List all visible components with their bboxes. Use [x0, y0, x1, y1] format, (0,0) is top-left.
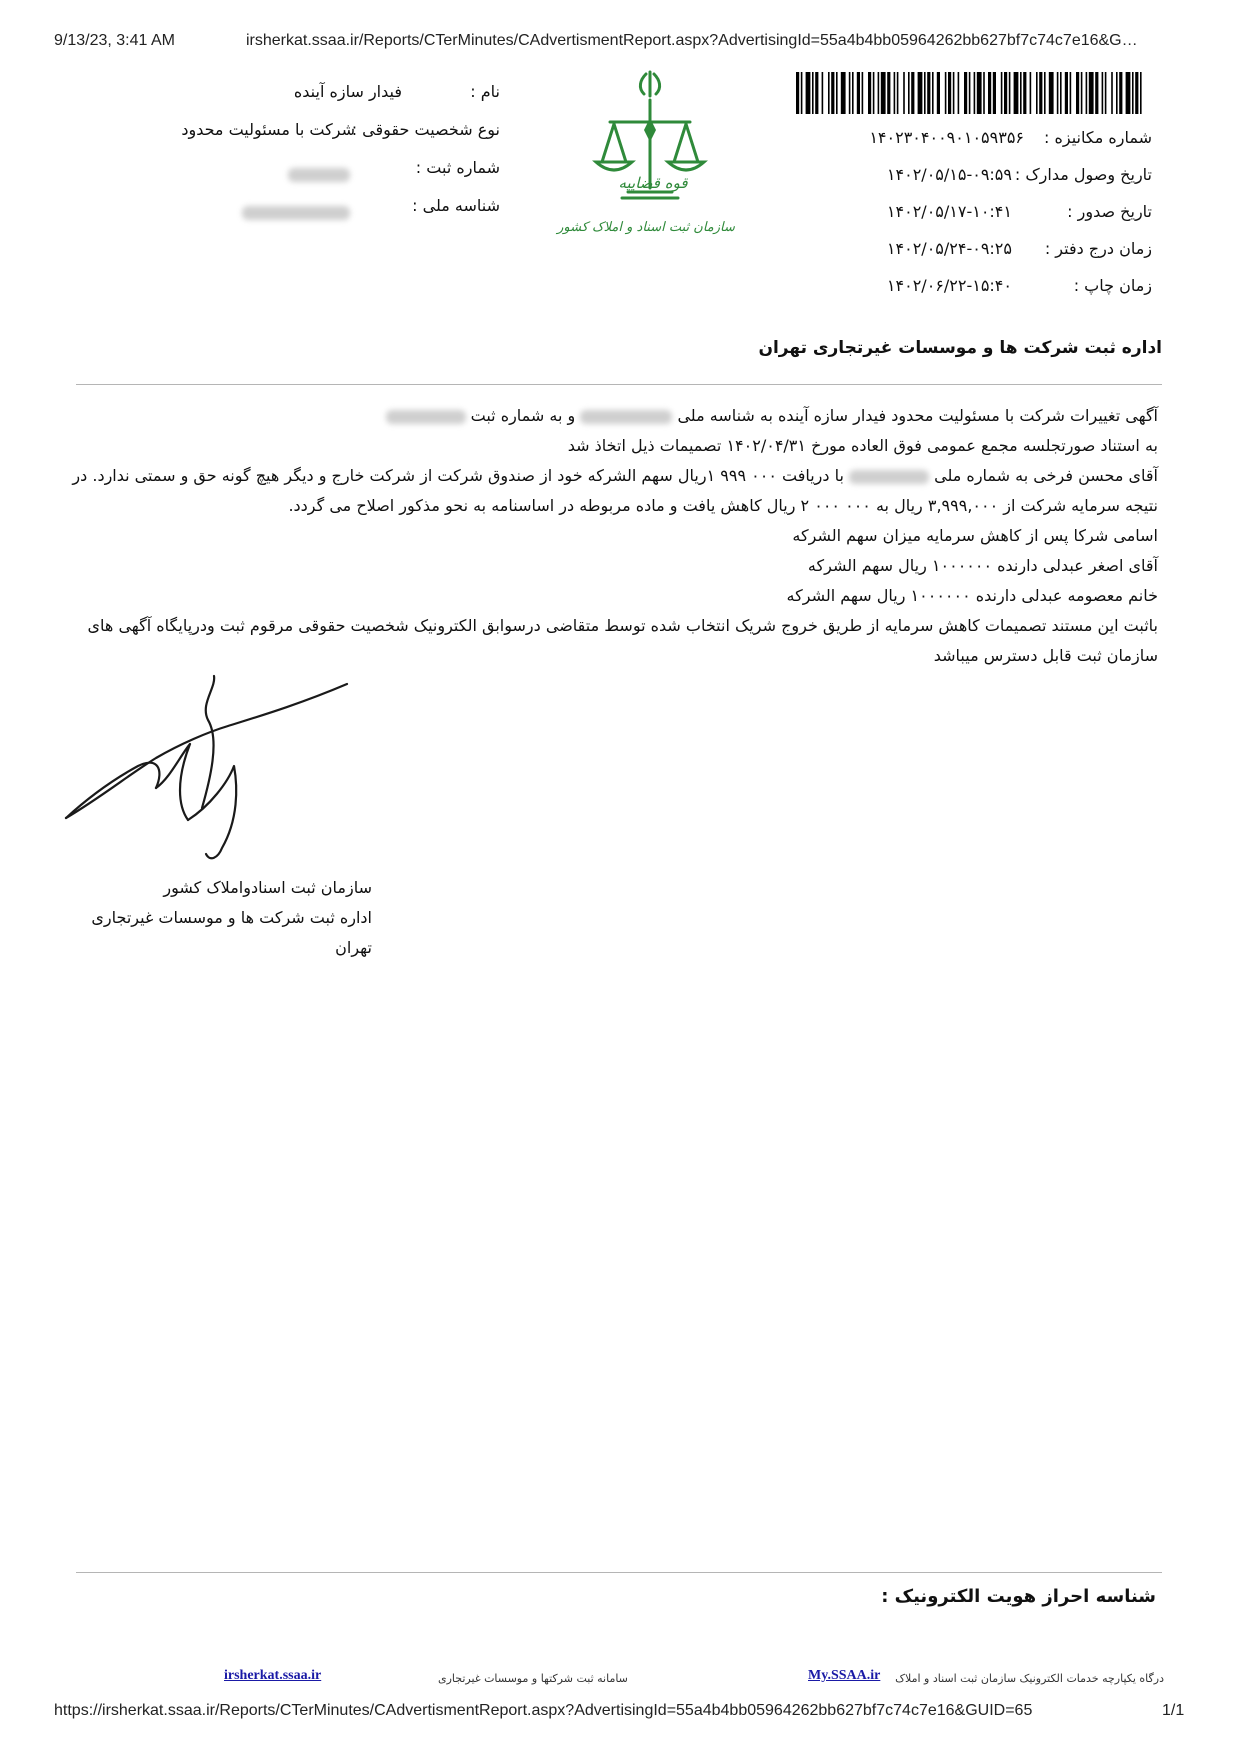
office-entry-label: زمان درج دفتر : [1044, 239, 1152, 258]
barcode-bar [1102, 72, 1104, 114]
barcode-bar [897, 72, 899, 114]
barcode-bar [822, 72, 824, 114]
barcode-bar [1001, 72, 1003, 114]
redacted-person-id [849, 470, 929, 484]
barcode-bar [1126, 72, 1131, 114]
barcode-bar [983, 72, 985, 114]
barcode-bar [1036, 72, 1038, 114]
print-datetime: 9/13/23, 3:41 AM [54, 32, 175, 49]
barcode-bar [1044, 72, 1046, 114]
barcode-bar [1111, 72, 1113, 114]
national-id-label: شناسه ملی : [412, 196, 500, 215]
name-value: فیدار سازه آینده [293, 82, 402, 101]
notice-line-1a: آگهی تغییرات شرکت با مسئولیت محدود فیدار سازه آینده به شناسه ملی [677, 406, 1158, 425]
reg-number-redacted [288, 164, 350, 183]
notice-line-5: آقای اصغر عبدلی دارنده ۱۰۰۰۰۰۰ ریال سهم الشرکه [807, 556, 1158, 575]
print-time-value: ۱۴۰۲/۰۶/۲۲-۱۵:۴۰ [886, 276, 1012, 295]
issue-date-label: تاریخ صدور : [1067, 202, 1152, 221]
barcode-bar [836, 72, 838, 114]
notice-line-1 [70, 401, 1158, 431]
barcode-bar [852, 72, 854, 114]
barcode-bar [937, 72, 940, 114]
barcode-bar [862, 72, 864, 114]
office-title: اداره ثبت شرکت ها و موسسات غیرتجاری تهران [758, 338, 1162, 358]
barcode-bar [993, 72, 996, 114]
barcode-bar [969, 72, 971, 114]
footer-portal-text: درگاه یکپارچه خدمات الکترونیک سازمان ثبت اسناد و املاک [895, 1672, 1164, 1685]
barcode-bar [1076, 72, 1079, 114]
barcode-bar [1086, 72, 1088, 114]
barcode-bar [903, 72, 905, 114]
barcode-bar [796, 72, 799, 114]
footer-system-text: سامانه ثبت شرکتها و موسسات غیرتجاری [438, 1672, 628, 1685]
notice-line-7: باثبت این مستند تصمیمات کاهش سرمایه از طریق خروج شریک انتخاب شده توسط متقاضی درسوابق الکترونیک شخصیت حقوقی مرقوم ثبت ودرپایگاه آگهی های سازمان ثبت قابل دسترس میباشد [87, 616, 1158, 665]
barcode-bar [958, 72, 960, 114]
barcode-bar [828, 72, 830, 114]
barcode-bar [1070, 72, 1072, 114]
national-id-redacted [242, 202, 350, 221]
barcode-bar [1060, 72, 1062, 114]
barcode-bar [908, 72, 910, 114]
barcode-bar [974, 72, 976, 114]
name-label: نام : [470, 82, 500, 101]
barcode-bar [945, 72, 947, 114]
signature-caption-line-2: اداره ثبت شرکت ها و موسسات غیرتجاری تهران [91, 908, 372, 957]
barcode-bar [953, 72, 955, 114]
barcode-bar [1039, 72, 1042, 114]
notice-line-6: خانم معصومه عبدلی دارنده ۱۰۰۰۰۰۰ ریال سهم الشرکه [786, 586, 1158, 605]
receipt-date-value: ۱۴۰۲/۰۵/۱۵-۰۹:۵۹ [886, 165, 1012, 184]
barcode-bar [1065, 72, 1068, 114]
barcode-bar [1030, 72, 1032, 114]
notice-line-2: به استناد صورتجلسه مجمع عمومی فوق العاده مورخ ۱۴۰۲/۰۴/۳۱ تصمیمات ذیل اتخاذ شد [567, 436, 1158, 455]
signature [60, 670, 360, 880]
barcode-bar [887, 72, 890, 114]
barcode-bar [894, 72, 896, 114]
barcode-bar [1116, 72, 1118, 114]
office-entry-value: ۱۴۰۲/۰۵/۲۴-۰۹:۲۵ [886, 239, 1012, 258]
footer-myssaa-link[interactable]: My.SSAA.ir [808, 1668, 881, 1683]
barcode-bar [849, 72, 851, 114]
barcode-bar [1014, 72, 1019, 114]
barcode-bar [1132, 72, 1134, 114]
barcode-bar [988, 72, 991, 114]
barcode-bar [924, 72, 926, 114]
notice-line-4: اسامی شرکا پس از کاهش سرمایه میزان سهم الشرکه [792, 526, 1158, 545]
barcode-bar [1095, 72, 1098, 114]
barcode-bar [841, 72, 846, 114]
barcode-bar [964, 72, 967, 114]
barcode-bar [1135, 72, 1138, 114]
barcode-bar [1049, 72, 1054, 114]
barcode-bar [1020, 72, 1022, 114]
redacted-reg-number [386, 410, 466, 424]
issue-date-value: ۱۴۰۲/۰۵/۱۷-۱۰:۴۱ [886, 202, 1012, 221]
barcode-bar [1119, 72, 1122, 114]
emblem-caption-judiciary: قوه قضاییه [618, 174, 688, 192]
barcode-bar [868, 72, 871, 114]
redacted-national-id [580, 410, 672, 424]
barcode-bar [1140, 72, 1142, 114]
footer-irsherkat-link[interactable]: irsherkat.ssaa.ir [224, 1668, 322, 1683]
barcode-bar [977, 72, 982, 114]
print-time-label: زمان چاپ : [1073, 276, 1152, 295]
barcode-bar [1057, 72, 1059, 114]
mechanized-number-label: شماره مکانیزه : [1044, 128, 1152, 147]
notice-body [70, 401, 1158, 671]
barcode-bar [1004, 72, 1007, 114]
barcode-bar [812, 72, 814, 114]
barcode-bar [1023, 72, 1026, 114]
barcode-bar [806, 72, 811, 114]
notice-line-3b: با دریافت ۰۰۰ ۹۹۹ ۱ریال سهم الشرکه خود از صندوق شرکت از شرکت خارج و دیگر هیچ گونه حق و سمتی ندارد. در نتیجه سرمایه شرکت از ۳,۹۹۹,۰۰۰ ریال به ۰۰۰ ۰۰۰ ۲ ریال کاهش یافت و ماده مربوطه در اساسنامه به نحو مذکور اصلاح می گردد. [72, 466, 1158, 515]
bottom-divider [76, 1572, 1162, 1573]
barcode-bar [1105, 72, 1107, 114]
print-footer-url: https://irsherkat.ssaa.ir/Reports/CTerMinutes/CAdvertismentReport.aspx?AdvertisingId=55a4b4bb05964262bb627bf7c74c7e16&GUID=65 [54, 1702, 1033, 1719]
judiciary-emblem [557, 70, 736, 255]
barcode-bar [831, 72, 834, 114]
legal-type-value: شرکت با مسئولیت محدود [181, 120, 355, 139]
barcode-bar [1089, 72, 1094, 114]
document-meta [836, 128, 1152, 303]
notice-line-1b: و به شماره ثبت [470, 406, 576, 425]
company-info [150, 82, 500, 222]
barcode-bar [927, 72, 930, 114]
receipt-date-label: تاریخ وصول مدارک : [1014, 165, 1152, 184]
barcode-bar [911, 72, 914, 114]
print-page-number: 1/1 [1162, 1702, 1185, 1719]
signature-caption [60, 873, 372, 963]
barcode-bar [932, 72, 934, 114]
barcode [796, 72, 1142, 114]
barcode-bar [878, 72, 880, 114]
barcode-bar [857, 72, 860, 114]
electronic-id-label: شناسه احراز هویت الکترونیک : [881, 1586, 1156, 1607]
reg-number-label: شماره ثبت : [415, 158, 500, 177]
notice-line-3 [70, 461, 1158, 521]
legal-type-label: نوع شخصیت حقوقی : [351, 120, 500, 139]
barcode-bar [918, 72, 923, 114]
barcode-bar [815, 72, 818, 114]
notice-line-3a: آقای محسن فرخی به شماره ملی [934, 466, 1158, 485]
barcode-bar [948, 72, 951, 114]
top-divider [76, 384, 1162, 385]
barcode-bar [873, 72, 875, 114]
mechanized-number-value: ۱۴۰۲۳۰۴۰۰۹۰۱۰۵۹۳۵۶ [869, 128, 1024, 147]
barcode-bar [801, 72, 803, 114]
emblem-caption-organization: سازمان ثبت اسناد و املاک کشور [557, 220, 735, 235]
signature-caption-line-1: سازمان ثبت اسنادواملاک کشور [163, 878, 372, 897]
barcode-bar [881, 72, 886, 114]
barcode-bar [1081, 72, 1083, 114]
barcode-bar [1009, 72, 1011, 114]
print-header-url: irsherkat.ssaa.ir/Reports/CTerMinutes/CAdvertismentReport.aspx?AdvertisingId=55a4b4bb05964262bb627bf7c74c7e16&G… [246, 32, 1138, 49]
